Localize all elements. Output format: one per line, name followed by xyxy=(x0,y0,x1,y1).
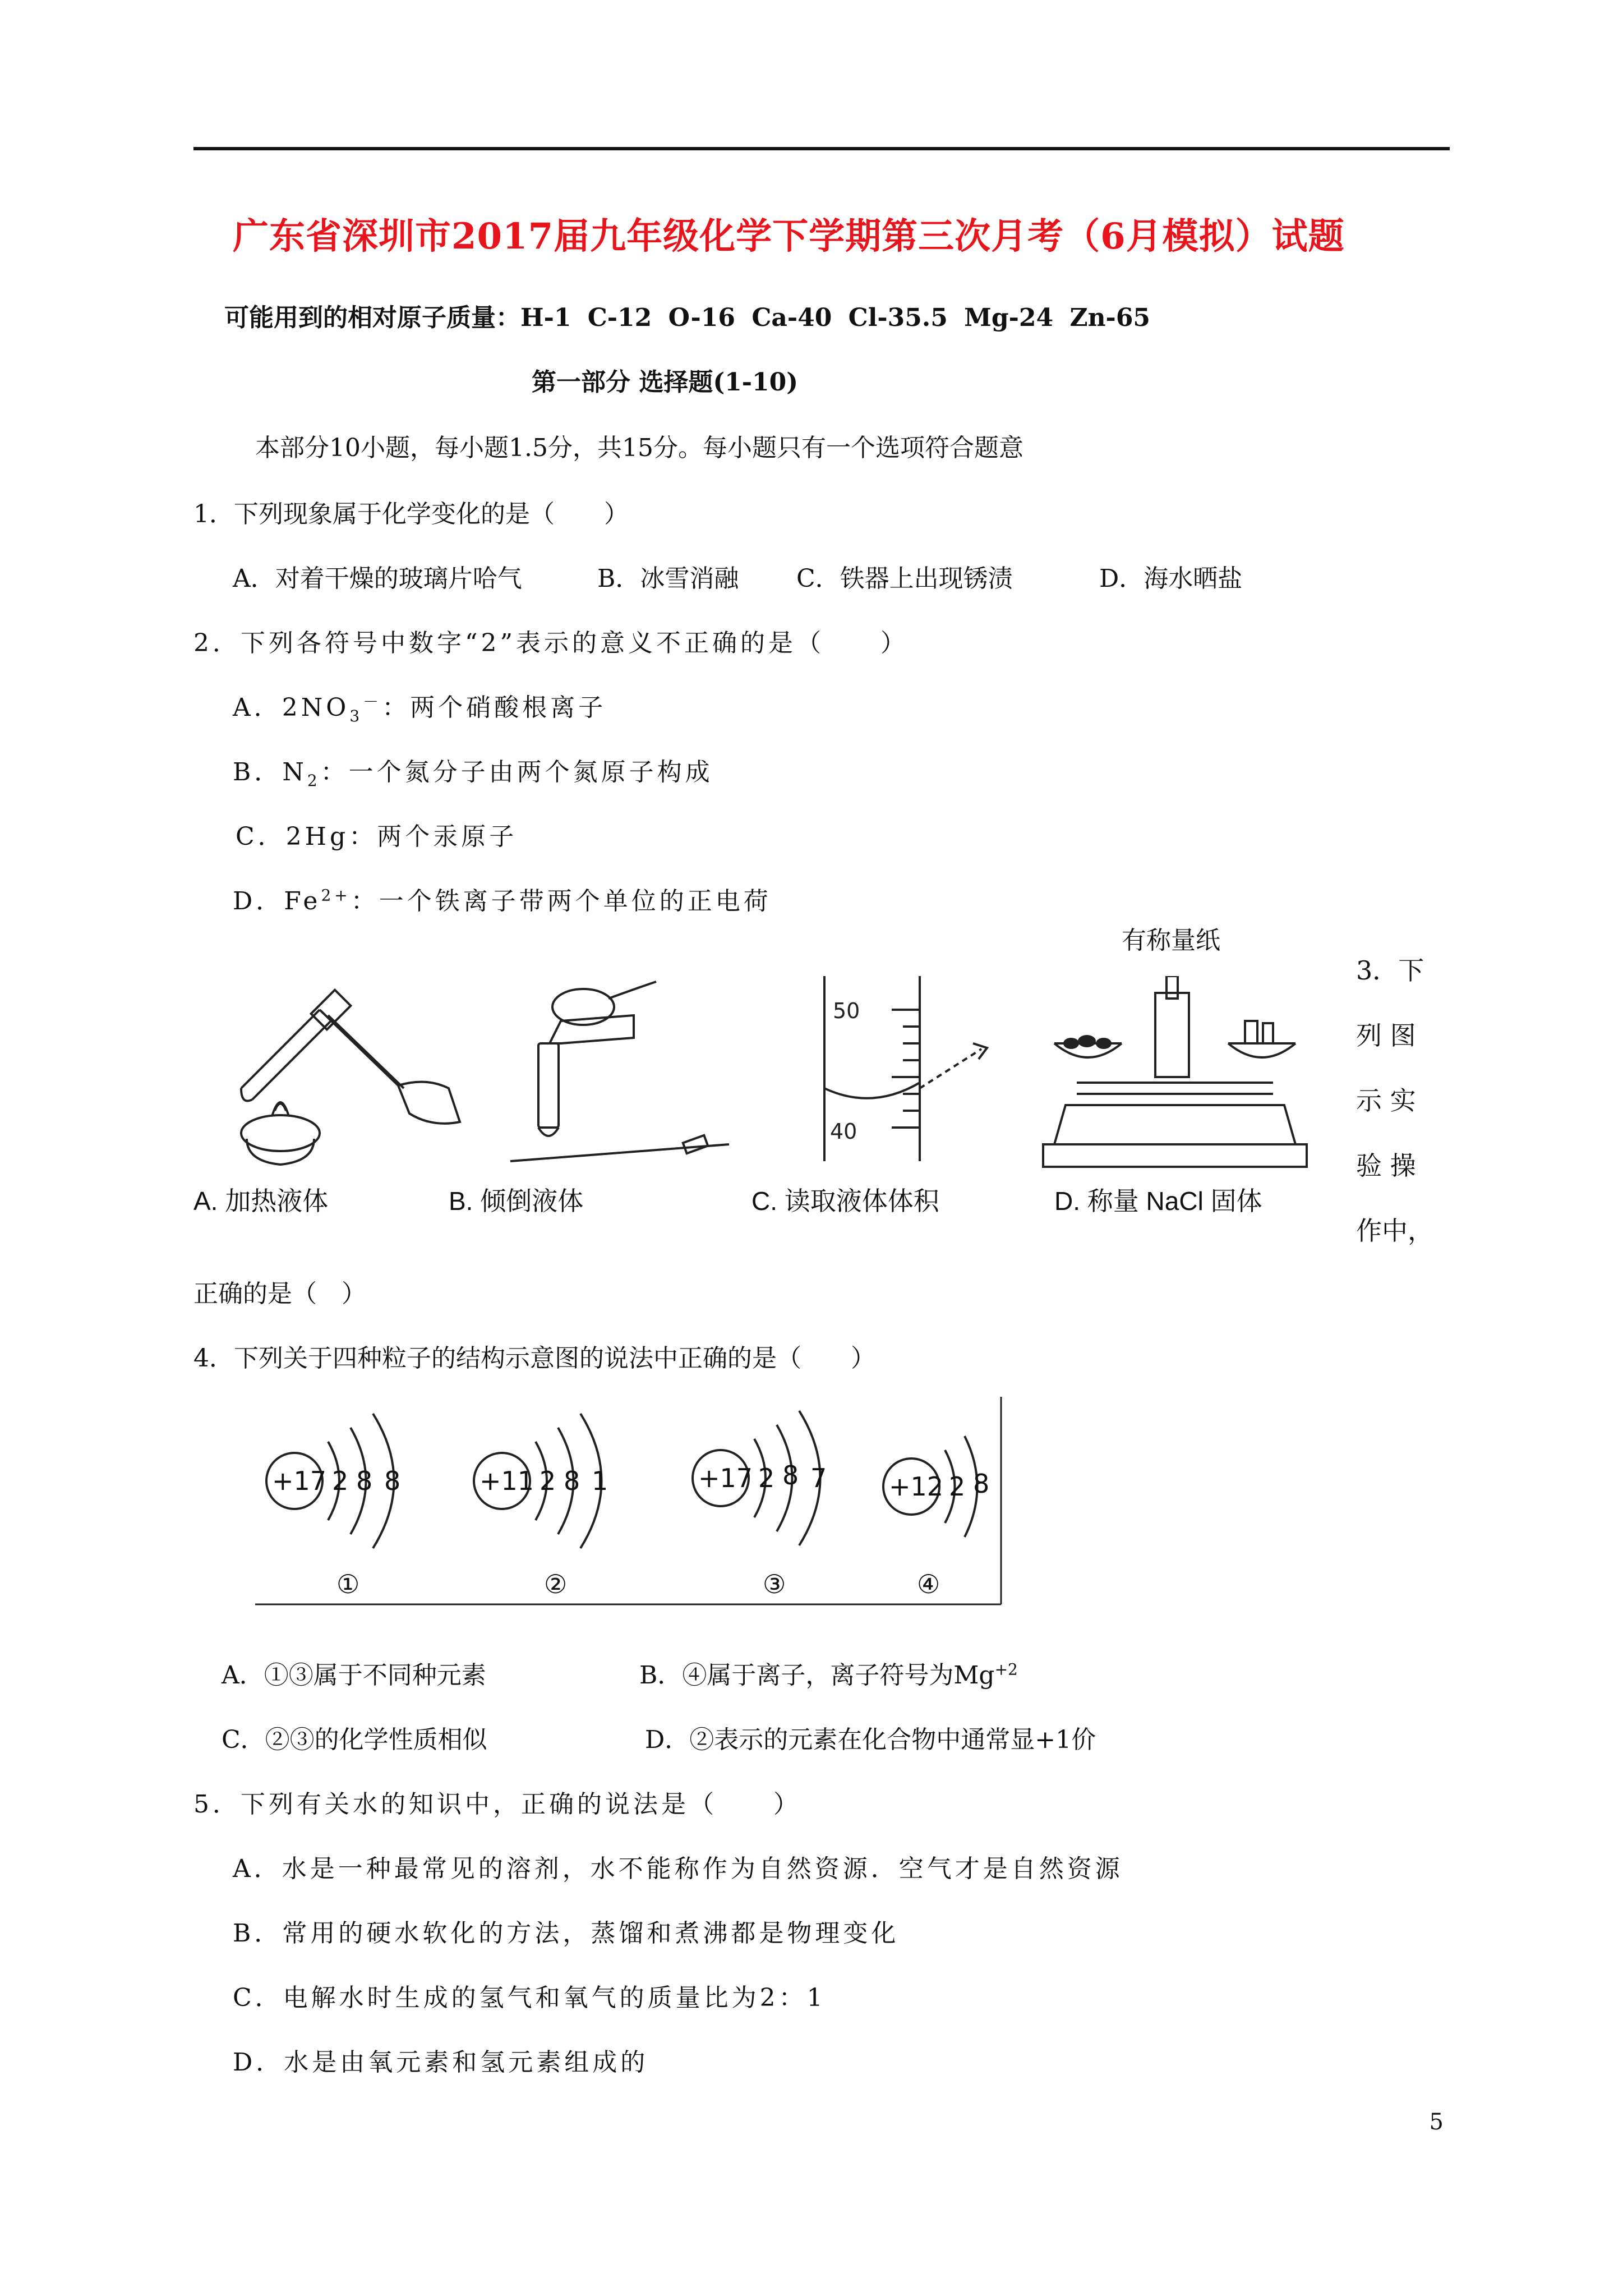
q3-caption-b: B. 倾倒液体 xyxy=(449,1186,584,1216)
particle-3-shell-1: 2 xyxy=(758,1463,775,1493)
q2-option-a: A．$2NO_3^-$：两个硝酸根离子 xyxy=(233,692,607,725)
page-number: 5 xyxy=(1429,2109,1444,2135)
q5-option-c: C．电解水时生成的氢气和氧气的质量比为2：1 xyxy=(233,1984,826,2012)
particle-3-label: ③ xyxy=(763,1569,786,1599)
q5-stem: 5．下列有关水的知识中，正确的说法是（ ） xyxy=(193,1790,801,1819)
q4-option-c: C．②③的化学性质相似 xyxy=(222,1726,487,1754)
q1-stem: 1．下列现象属于化学变化的是（ ） xyxy=(193,500,629,528)
q3-caption-c: C. 读取液体体积 xyxy=(751,1186,939,1216)
particle-1-shell-2: 8 xyxy=(356,1466,373,1496)
particle-1-shell-1: 2 xyxy=(332,1466,349,1496)
particle-4-label: ④ xyxy=(917,1569,940,1599)
q1-option-b: B．冰雪消融 xyxy=(597,564,739,593)
particle-4-shell-2: 8 xyxy=(973,1469,990,1499)
particle-1-nucleus: +17 xyxy=(272,1466,327,1496)
q4-option-a: A．①③属于不同种元素 xyxy=(222,1661,486,1690)
q5-option-b: B．常用的硬水软化的方法，蒸馏和煮沸都是物理变化 xyxy=(233,1919,900,1948)
particle-3-shell-3: 7 xyxy=(810,1463,827,1493)
q2-option-c: C．2Hg：两个汞原子 xyxy=(236,822,518,851)
particle-4-nucleus: +12 xyxy=(889,1471,944,1502)
particle-2-shell-3: 1 xyxy=(592,1466,608,1496)
q5-option-a: A．水是一种最常见的溶剂，水不能称作为自然资源．空气才是自然资源 xyxy=(233,1855,1123,1883)
q3-caption-d: D. 称量 NaCl 固体 xyxy=(1054,1186,1262,1216)
cylinder-label-top: 50 xyxy=(833,999,860,1023)
section-intro: 本部分10小题，每小题1.5分，共15分。每小题只有一个选项符合题意 xyxy=(255,434,1023,462)
particle-2-shell-2: 8 xyxy=(564,1466,580,1496)
q4-particle-svg xyxy=(255,1397,1007,1610)
pouring-liquid-illustration xyxy=(510,982,729,1161)
q3-paper-label: 有称量纸 xyxy=(1122,926,1220,955)
particle-4-shell-1: 2 xyxy=(949,1471,966,1502)
q3-stem-vertical: 3．下 列 图 示 实 验 操 作中， xyxy=(1356,955,1433,1246)
q2-stem: 2．下列各符号中数字“2”表示的意义不正确的是（ ） xyxy=(193,629,909,657)
exam-title: 广东省深圳市2017届九年级化学下学期第三次月考（6月模拟）试题 xyxy=(233,215,1345,257)
header-rule xyxy=(193,147,1450,150)
atomic-masses: 可能用到的相对原子质量：H-1 C-12 O-16 Ca-40 Cl-35.5 Mg-24 Zn-65 xyxy=(224,303,1151,332)
part-heading: 第一部分 选择题(1-10) xyxy=(532,368,799,397)
particle-2-label: ② xyxy=(544,1569,568,1599)
q2-option-b: B．$N_2$：一个氮分子由两个氮原子构成 xyxy=(233,758,713,790)
q2-option-d: D．$Fe^{2+}$：一个铁离子带两个单位的正电荷 xyxy=(233,886,772,915)
q3-caption-a: A. 加热液体 xyxy=(193,1186,329,1216)
q3-stem-tail: 正确的是（ ） xyxy=(193,1280,366,1308)
q4-option-d: D．②表示的元素在化合物中通常显+1价 xyxy=(645,1726,1096,1754)
heating-liquid-illustration xyxy=(241,990,460,1165)
particle-2-nucleus: +11 xyxy=(479,1466,534,1496)
particle-1-label: ① xyxy=(336,1569,360,1599)
q4-option-b: B．④属于离子，离子符号为$Mg^{+2}$ xyxy=(639,1660,1018,1690)
cylinder-label-bottom: 40 xyxy=(830,1119,857,1144)
q4-stem: 4．下列关于四种粒子的结构示意图的说法中正确的是（ ） xyxy=(193,1344,875,1373)
particle-2-shell-1: 2 xyxy=(540,1466,556,1496)
q4-particle-diagrams xyxy=(255,1397,1007,1610)
q1-option-d: D．海水晒盐 xyxy=(1099,564,1243,593)
q5-option-d: D．水是由氧元素和氢元素组成的 xyxy=(233,2048,649,2077)
particle-3-nucleus: +17 xyxy=(698,1463,753,1493)
q1-option-c: C．铁器上出现锈渍 xyxy=(796,564,1013,593)
particle-3-shell-2: 8 xyxy=(782,1460,799,1490)
q1-option-a: A．对着干燥的玻璃片哈气 xyxy=(233,564,522,593)
particle-1-shell-3: 8 xyxy=(384,1466,401,1496)
balance-illustration xyxy=(1043,976,1307,1167)
